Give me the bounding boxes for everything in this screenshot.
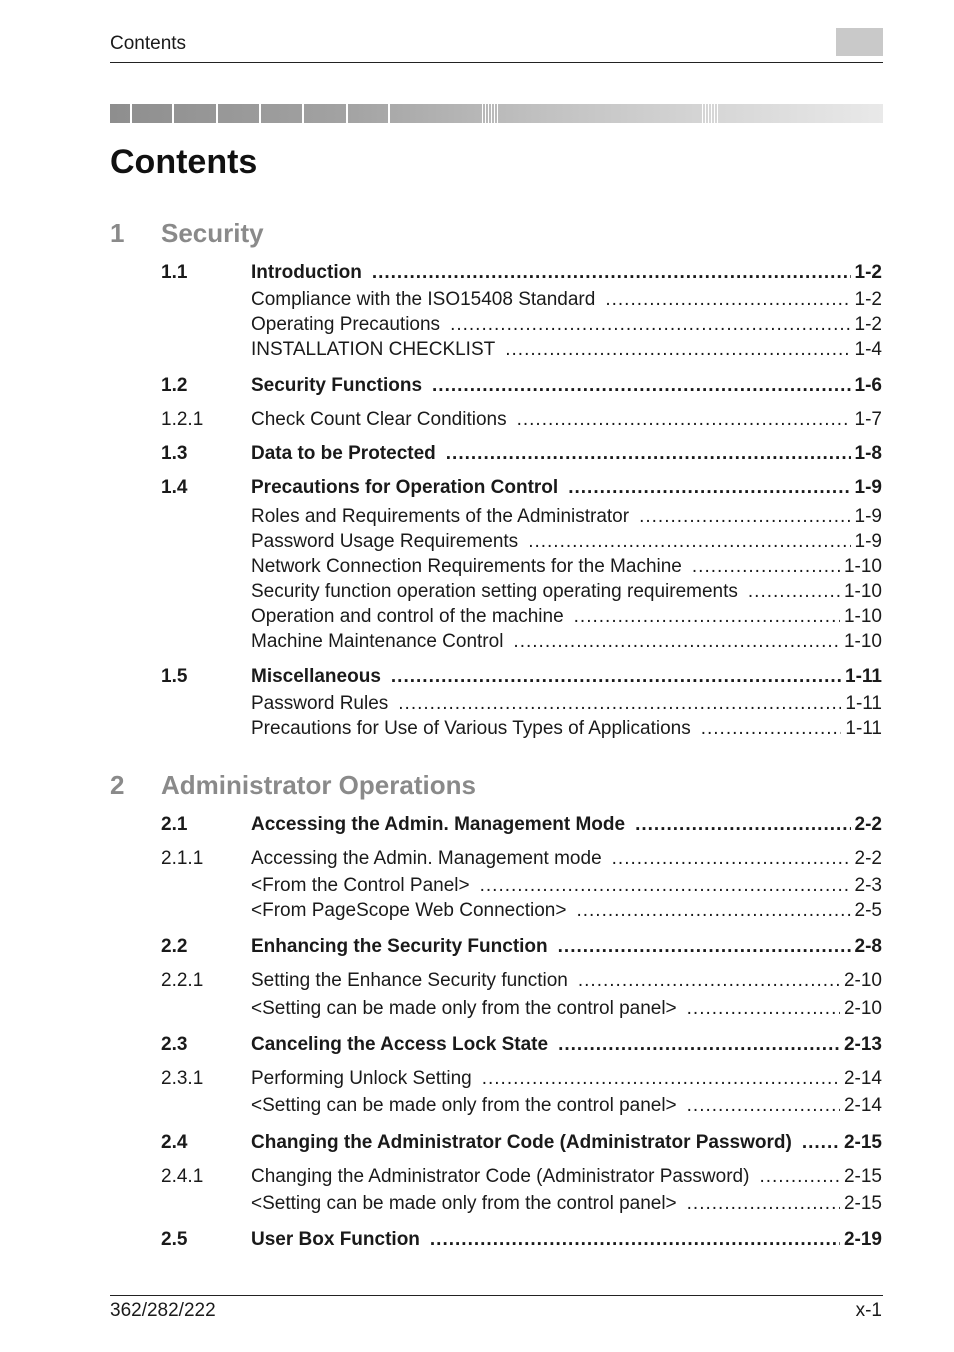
dot-leader xyxy=(528,531,850,553)
toc-text: Password Usage Requirements xyxy=(251,531,519,552)
footer-model-number: 362/282/222 xyxy=(110,1300,216,1321)
toc-number: 1.2.1 xyxy=(161,409,204,430)
toc-text: User Box Function xyxy=(251,1229,420,1250)
toc-section-entry[interactable] xyxy=(161,1132,882,1158)
toc-text: <Setting can be made only from the control panel> xyxy=(251,998,677,1019)
toc-text: Check Count Clear Conditions xyxy=(251,409,507,430)
toc-text: <Setting can be made only from the control panel> xyxy=(251,1095,677,1116)
dot-leader xyxy=(802,1132,840,1154)
toc-text: Precautions for Use of Various Types of Applications xyxy=(251,718,691,739)
dot-leader xyxy=(759,1166,840,1188)
toc-page: 2-3 xyxy=(854,875,882,896)
toc-number: 2.1 xyxy=(161,814,188,835)
toc-page: 2-15 xyxy=(843,1166,882,1187)
toc-page: 2-14 xyxy=(843,1068,882,1089)
toc-text: Data to be Protected xyxy=(251,443,436,464)
toc-subentry[interactable] xyxy=(251,531,882,557)
toc-subentry[interactable] xyxy=(251,506,882,532)
toc-text: <Setting can be made only from the control panel> xyxy=(251,1193,677,1214)
dot-leader xyxy=(687,998,840,1020)
dot-leader xyxy=(432,375,851,397)
toc-page: 2-19 xyxy=(843,1229,882,1250)
dot-leader xyxy=(482,1068,840,1090)
toc-subentry[interactable] xyxy=(251,718,882,744)
toc-subentry[interactable] xyxy=(251,289,882,315)
footer-page-number: x-1 xyxy=(855,1300,882,1321)
toc-number: 2.4.1 xyxy=(161,1166,204,1187)
toc-text: Introduction xyxy=(251,262,362,283)
toc-page: 2-2 xyxy=(854,848,882,869)
dot-leader xyxy=(446,443,851,465)
dot-leader xyxy=(558,1034,840,1056)
header-divider xyxy=(110,62,883,63)
toc-page: 1-2 xyxy=(854,314,882,335)
toc-page: 2-5 xyxy=(854,900,882,921)
dot-leader xyxy=(701,718,842,740)
running-header-title: Contents xyxy=(110,33,187,54)
chapter-title: Administrator Operations xyxy=(161,770,476,800)
toc-text: Security Functions xyxy=(251,375,423,396)
toc-text: Roles and Requirements of the Administrator xyxy=(251,506,630,527)
toc-subentry[interactable] xyxy=(251,606,882,632)
toc-subsection-entry[interactable] xyxy=(161,970,882,996)
toc-number: 2.2 xyxy=(161,936,188,957)
toc-text: Accessing the Admin. Management mode xyxy=(251,848,602,869)
toc-page: 1-2 xyxy=(854,262,882,283)
toc-text: Network Connection Requirements for the Machine xyxy=(251,556,682,577)
toc-subentry[interactable] xyxy=(251,900,882,926)
toc-text: Operating Precautions xyxy=(251,314,441,335)
chapter-heading xyxy=(110,770,476,801)
toc-page: 1-10 xyxy=(843,556,882,577)
toc-section-entry[interactable] xyxy=(161,375,882,401)
toc-number: 2.4 xyxy=(161,1132,188,1153)
toc-page: 1-10 xyxy=(843,606,882,627)
toc-text: Enhancing the Security Function xyxy=(251,936,548,957)
toc-page: 1-10 xyxy=(843,631,882,652)
toc-subentry[interactable] xyxy=(251,1095,882,1121)
toc-subentry[interactable] xyxy=(251,314,882,340)
toc-page: 1-4 xyxy=(854,339,882,360)
dot-leader xyxy=(517,409,851,431)
toc-page: 2-8 xyxy=(854,936,882,957)
dot-leader xyxy=(635,814,850,836)
toc-section-entry[interactable] xyxy=(161,262,882,288)
toc-subentry[interactable] xyxy=(251,556,882,582)
toc-text: Performing Unlock Setting xyxy=(251,1068,472,1089)
toc-number: 2.5 xyxy=(161,1229,188,1250)
toc-number: 1.2 xyxy=(161,375,188,396)
toc-section-entry[interactable] xyxy=(161,936,882,962)
toc-page: 1-11 xyxy=(845,718,882,739)
toc-text: <From PageScope Web Connection> xyxy=(251,900,567,921)
toc-text: Changing the Administrator Code (Administrator Password) xyxy=(251,1132,792,1153)
chapter-number: 2 xyxy=(110,770,125,800)
toc-section-entry[interactable] xyxy=(161,1229,882,1255)
toc-section-entry[interactable] xyxy=(161,1034,882,1060)
toc-page: 2-10 xyxy=(843,998,882,1019)
toc-number: 1.3 xyxy=(161,443,188,464)
toc-number: 2.1.1 xyxy=(161,848,204,869)
toc-number: 2.2.1 xyxy=(161,970,204,991)
toc-page: 2-15 xyxy=(843,1193,882,1214)
toc-text: Operation and control of the machine xyxy=(251,606,564,627)
dot-leader xyxy=(505,339,850,361)
toc-subentry[interactable] xyxy=(251,1193,882,1219)
toc-number: 2.3.1 xyxy=(161,1068,204,1089)
toc-number: 1.1 xyxy=(161,262,188,283)
page-title: Contents xyxy=(110,143,258,181)
toc-page: 1-9 xyxy=(854,477,882,498)
dot-leader xyxy=(574,606,840,628)
toc-subentry[interactable] xyxy=(251,875,882,901)
toc-text: Security function operation setting operating requirements xyxy=(251,581,738,602)
dot-leader xyxy=(687,1193,840,1215)
toc-page: 2-2 xyxy=(854,814,882,835)
toc-text: Changing the Administrator Code (Administrator Password) xyxy=(251,1166,750,1187)
toc-subentry[interactable] xyxy=(251,581,882,607)
toc-text: Canceling the Access Lock State xyxy=(251,1034,549,1055)
toc-subentry[interactable] xyxy=(251,631,882,657)
dot-leader xyxy=(639,506,850,528)
dot-leader xyxy=(612,848,851,870)
dot-leader xyxy=(372,262,851,284)
toc-section-entry[interactable] xyxy=(161,666,882,692)
dot-leader xyxy=(578,970,840,992)
toc-section-entry[interactable] xyxy=(161,477,882,503)
decorative-banner-bar xyxy=(110,104,883,123)
dot-leader xyxy=(391,666,841,688)
toc-subsection-entry[interactable] xyxy=(161,1166,882,1192)
toc-text: INSTALLATION CHECKLIST xyxy=(251,339,496,360)
dot-leader xyxy=(748,581,840,603)
toc-page: 2-13 xyxy=(843,1034,882,1055)
toc-page: 2-10 xyxy=(843,970,882,991)
toc-page: 1-7 xyxy=(854,409,882,430)
toc-page: 2-14 xyxy=(843,1095,882,1116)
toc-text: Password Rules xyxy=(251,693,389,714)
header-tab-marker xyxy=(836,28,883,56)
toc-text: Accessing the Admin. Management Mode xyxy=(251,814,626,835)
dot-leader xyxy=(430,1229,840,1251)
toc-subsection-entry[interactable] xyxy=(161,1068,882,1094)
dot-leader xyxy=(687,1095,840,1117)
toc-subsection-entry[interactable] xyxy=(161,409,882,435)
toc-subsection-entry[interactable] xyxy=(161,848,882,874)
toc-text: <From the Control Panel> xyxy=(251,875,470,896)
footer-divider xyxy=(110,1295,883,1296)
toc-page: 1-10 xyxy=(843,581,882,602)
toc-page: 1-9 xyxy=(854,531,882,552)
toc-page: 1-11 xyxy=(845,693,882,714)
toc-number: 1.5 xyxy=(161,666,188,687)
chapter-heading xyxy=(110,218,264,249)
toc-subentry[interactable] xyxy=(251,998,882,1024)
toc-text: Machine Maintenance Control xyxy=(251,631,504,652)
toc-text: Miscellaneous xyxy=(251,666,381,687)
dot-leader xyxy=(480,875,851,897)
chapter-title: Security xyxy=(161,218,264,248)
toc-section-entry[interactable] xyxy=(161,814,882,840)
toc-page: 1-11 xyxy=(845,666,882,687)
dot-leader xyxy=(450,314,850,336)
toc-text: Setting the Enhance Security function xyxy=(251,970,568,991)
dot-leader xyxy=(605,289,850,311)
toc-page: 2-15 xyxy=(843,1132,882,1153)
toc-page: 1-6 xyxy=(854,375,882,396)
toc-subentry[interactable] xyxy=(251,693,882,719)
dot-leader xyxy=(568,477,850,499)
toc-page: 1-2 xyxy=(854,289,882,310)
toc-number: 2.3 xyxy=(161,1034,188,1055)
toc-text: Precautions for Operation Control xyxy=(251,477,559,498)
toc-page: 1-9 xyxy=(854,506,882,527)
dot-leader xyxy=(576,900,850,922)
toc-number: 1.4 xyxy=(161,477,188,498)
toc-subentry[interactable] xyxy=(251,339,882,365)
toc-page: 1-8 xyxy=(854,443,882,464)
chapter-number: 1 xyxy=(110,218,125,248)
dot-leader xyxy=(692,556,840,578)
toc-section-entry[interactable] xyxy=(161,443,882,469)
dot-leader xyxy=(513,631,840,653)
toc-text: Compliance with the ISO15408 Standard xyxy=(251,289,596,310)
dot-leader xyxy=(558,936,851,958)
dot-leader xyxy=(398,693,841,715)
